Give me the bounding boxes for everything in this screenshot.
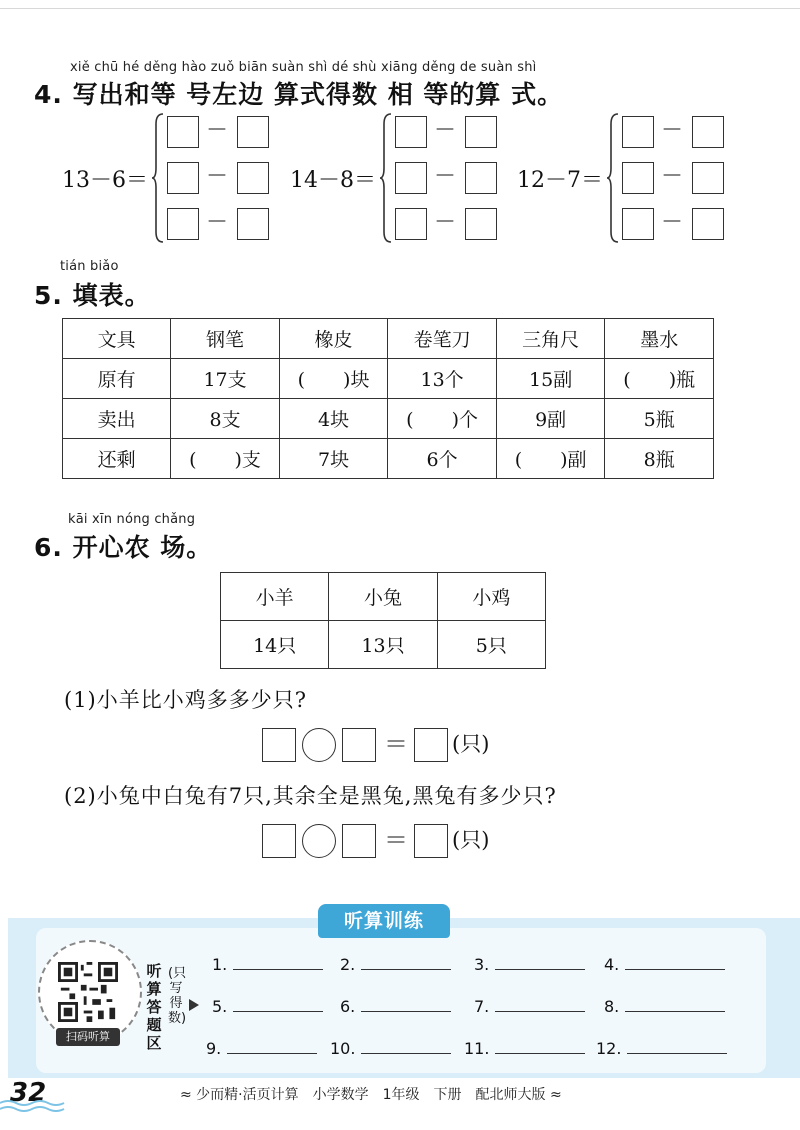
answer-slot[interactable] xyxy=(604,955,725,974)
answer-box[interactable] xyxy=(414,728,448,762)
q6-sub1: (1)小羊比小鸡多多少只? xyxy=(64,688,308,712)
q5-table xyxy=(62,318,714,479)
answer-slot[interactable] xyxy=(212,997,323,1016)
answer-box[interactable] xyxy=(692,116,724,148)
answer-slot[interactable] xyxy=(604,997,725,1016)
table-cell: 8瓶 xyxy=(605,439,714,479)
table-row xyxy=(221,621,546,669)
answer-box[interactable] xyxy=(395,208,427,240)
table-cell: 4块 xyxy=(279,399,388,439)
minus-sign: － xyxy=(205,164,228,189)
table-row xyxy=(63,319,714,359)
answer-box[interactable] xyxy=(342,824,376,858)
answer-area-label: 听算答题区 xyxy=(146,962,162,1052)
slot-number: 11. xyxy=(464,1039,490,1058)
q4-group-2 xyxy=(290,112,505,244)
answer-box[interactable] xyxy=(262,728,296,762)
answer-box[interactable] xyxy=(395,162,427,194)
equals-sign: ＝ xyxy=(384,826,408,854)
table-row xyxy=(63,399,714,439)
table-cell: 小羊 xyxy=(221,573,329,621)
minus-sign: － xyxy=(205,118,228,143)
table-cell: 三角尺 xyxy=(496,319,605,359)
qr-code-icon[interactable] xyxy=(58,962,118,1022)
minus-sign: － xyxy=(433,210,456,235)
table-cell: 5瓶 xyxy=(605,399,714,439)
q4-title: 4. 写出和等 号左边 算式得数 相 等的算 式。 xyxy=(34,80,564,109)
table-cell: 5只 xyxy=(437,621,545,669)
waves-icon xyxy=(0,1098,70,1114)
answer-box[interactable] xyxy=(692,162,724,194)
answer-box[interactable] xyxy=(692,208,724,240)
slot-number: 9. xyxy=(206,1039,222,1058)
operator-circle[interactable] xyxy=(302,824,336,858)
q6-sub2: (2)小兔中白兔有7只,其余全是黑兔,黑兔有多少只? xyxy=(64,784,557,808)
minus-sign: － xyxy=(205,210,228,235)
answer-box[interactable] xyxy=(237,208,269,240)
answer-box[interactable] xyxy=(342,728,376,762)
answer-box[interactable] xyxy=(237,116,269,148)
table-row xyxy=(63,359,714,399)
answer-box[interactable] xyxy=(465,116,497,148)
table-cell[interactable]: ( )块 xyxy=(279,359,388,399)
answer-area-note: (只写得数) xyxy=(168,966,187,1026)
q4-expression: 12－7＝ xyxy=(517,168,603,193)
answer-box[interactable] xyxy=(237,162,269,194)
table-cell: 小鸡 xyxy=(437,573,545,621)
answer-box[interactable] xyxy=(167,162,199,194)
top-rule xyxy=(0,8,800,9)
unit-label: (只) xyxy=(452,828,490,852)
minus-sign: － xyxy=(660,164,683,189)
equals-sign: ＝ xyxy=(384,730,408,758)
q6-answer-1 xyxy=(262,728,512,762)
table-cell: 文具 xyxy=(63,319,171,359)
table-cell: 墨水 xyxy=(605,319,714,359)
answer-slot[interactable] xyxy=(340,955,451,974)
page-number: 32 xyxy=(10,1078,47,1108)
table-cell: 7块 xyxy=(279,439,388,479)
q4-pinyin: xiě chū hé děng hào zuǒ biān suàn shì dé shù xiāng děng de suàn shì xyxy=(70,60,537,75)
q6-title: 6. 开心农 场。 xyxy=(34,533,213,562)
answer-slot[interactable] xyxy=(340,997,451,1016)
table-cell: 钢笔 xyxy=(171,319,280,359)
table-row xyxy=(221,573,546,621)
slot-number: 6. xyxy=(340,997,356,1016)
answer-slot[interactable] xyxy=(474,955,585,974)
table-cell: 9副 xyxy=(496,399,605,439)
answer-slot[interactable] xyxy=(474,997,585,1016)
table-cell: 原有 xyxy=(63,359,171,399)
table-cell: 小兔 xyxy=(329,573,437,621)
footer-text: ≈ 少而精·活页计算 小学数学 1年级 下册 配北师大版 ≈ xyxy=(180,1087,562,1103)
q4-group-1 xyxy=(62,112,277,244)
table-cell[interactable]: ( )副 xyxy=(496,439,605,479)
slot-number: 10. xyxy=(330,1039,356,1058)
q4-expression: 13－6＝ xyxy=(62,168,148,193)
brace-icon xyxy=(606,112,620,244)
table-cell: 橡皮 xyxy=(279,319,388,359)
answer-slot[interactable] xyxy=(212,955,323,974)
answer-box[interactable] xyxy=(414,824,448,858)
q6-answer-2 xyxy=(262,824,512,858)
answer-box[interactable] xyxy=(167,116,199,148)
q6-pinyin: kāi xīn nóng chǎng xyxy=(68,512,196,527)
q4-expression: 14－8＝ xyxy=(290,168,376,193)
table-cell: 卖出 xyxy=(63,399,171,439)
brace-icon xyxy=(151,112,165,244)
answer-box[interactable] xyxy=(465,162,497,194)
answer-slot[interactable] xyxy=(464,1039,585,1058)
answer-box[interactable] xyxy=(622,116,654,148)
slot-number: 2. xyxy=(340,955,356,974)
answer-slot[interactable] xyxy=(330,1039,451,1058)
table-cell[interactable]: ( )瓶 xyxy=(605,359,714,399)
slot-number: 3. xyxy=(474,955,490,974)
table-cell[interactable]: ( )支 xyxy=(171,439,280,479)
slot-number: 5. xyxy=(212,997,228,1016)
minus-sign: － xyxy=(660,118,683,143)
q5-pinyin: tián biǎo xyxy=(60,259,119,274)
brace-icon xyxy=(379,112,393,244)
answer-box[interactable] xyxy=(262,824,296,858)
qr-label: 扫码听算 xyxy=(56,1028,120,1046)
listening-tab: 听算训练 xyxy=(318,904,450,938)
q4-group-3 xyxy=(517,112,732,244)
table-cell: 8支 xyxy=(171,399,280,439)
minus-sign: － xyxy=(433,118,456,143)
slot-number: 1. xyxy=(212,955,228,974)
table-row xyxy=(63,439,714,479)
q5-title: 5. 填表。 xyxy=(34,281,151,310)
slot-number: 7. xyxy=(474,997,490,1016)
slot-number: 12. xyxy=(596,1039,622,1058)
table-cell: 还剩 xyxy=(63,439,171,479)
answer-box[interactable] xyxy=(167,208,199,240)
answer-box[interactable] xyxy=(622,208,654,240)
minus-sign: － xyxy=(433,164,456,189)
table-cell: 15副 xyxy=(496,359,605,399)
table-cell: 卷笔刀 xyxy=(388,319,497,359)
arrow-right-icon xyxy=(188,998,200,1012)
answer-slot[interactable] xyxy=(596,1039,727,1058)
answer-slot[interactable] xyxy=(206,1039,317,1058)
table-cell: 6个 xyxy=(388,439,497,479)
table-cell: 17支 xyxy=(171,359,280,399)
table-cell: 13个 xyxy=(388,359,497,399)
q6-table xyxy=(220,572,546,669)
table-cell: 13只 xyxy=(329,621,437,669)
slot-number: 8. xyxy=(604,997,620,1016)
slot-number: 4. xyxy=(604,955,620,974)
minus-sign: － xyxy=(660,210,683,235)
answer-box[interactable] xyxy=(395,116,427,148)
unit-label: (只) xyxy=(452,732,490,756)
answer-box[interactable] xyxy=(622,162,654,194)
table-cell[interactable]: ( )个 xyxy=(388,399,497,439)
answer-box[interactable] xyxy=(465,208,497,240)
table-cell: 14只 xyxy=(221,621,329,669)
operator-circle[interactable] xyxy=(302,728,336,762)
